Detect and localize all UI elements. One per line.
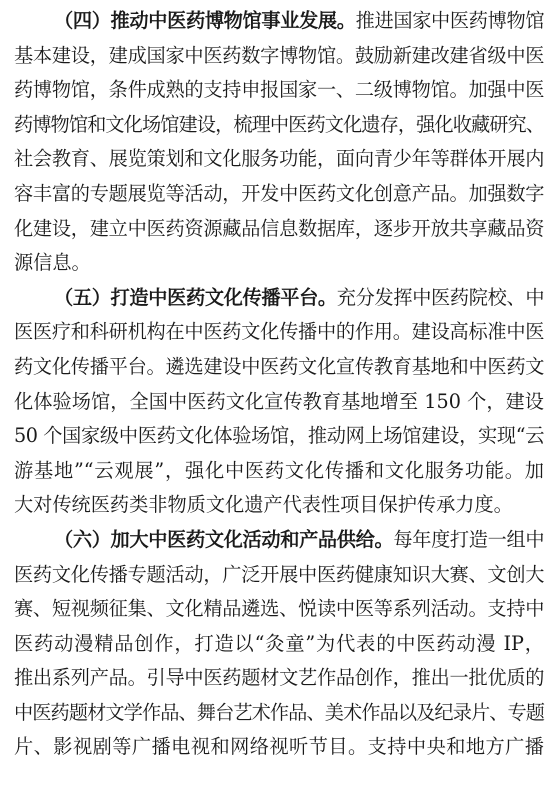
paragraph-line: 基本建设，建成国家中医药数字博物馆。鼓励新建改建省级中医	[14, 43, 545, 67]
paragraph-line: 医药文化传播专题活动，广泛开展中医药健康知识大赛、文创大	[14, 562, 545, 586]
paragraph-line: 医医疗和科研机构在中医药文化传播中的作用。建设高标准中医	[14, 320, 545, 344]
paragraph-line: 赛、短视频征集、文化精品遴选、悦读中医等系列活动。支持中	[14, 597, 545, 621]
paragraph-line	[14, 281, 544, 316]
paragraph-line: 化建设，建立中医药资源藏品信息数据库，逐步开放共享藏品资	[14, 216, 545, 240]
paragraph-line: 中医药题材文学作品、舞台艺术作品、美术作品以及纪录片、专题	[14, 700, 544, 724]
paragraph-line: 容丰富的专题展览等活动，开发中医药文化创意产品。加强数字	[14, 181, 545, 205]
paragraph-line: 社会教育、展览策划和文化服务功能，面向青少年等群体开展内	[14, 147, 545, 171]
paragraph-text: 充分发挥中医药院校、中	[336, 285, 545, 309]
paragraph-line: 医药动漫精品创作，打造以“灸童”为代表的中医药动漫 IP，	[14, 631, 544, 655]
paragraph-text: 每年度打造一组中	[393, 527, 545, 551]
section-heading: （五）打造中医药文化传播平台。	[54, 285, 337, 309]
section-6	[14, 523, 544, 765]
section-5	[14, 281, 544, 523]
paragraph-line: 化体验场馆，全国中医药文化宣传教育基地增至 150 个，建设	[14, 389, 544, 413]
section-heading: （六）加大中医药文化活动和产品供给。	[54, 527, 394, 551]
paragraph-line: 推出系列产品。引导中医药题材文艺作品创作，推出一批优质的	[14, 666, 545, 690]
paragraph-line: 药博物馆，条件成熟的支持申报国家一、二级博物馆。加强中医	[14, 78, 545, 102]
paragraph-line: 药文化传播平台。遴选建设中医药文化宣传教育基地和中医药文	[14, 354, 545, 378]
paragraph-line: 大对传统医药类非物质文化遗产代表性项目保护传承力度。	[14, 493, 513, 517]
paragraph-line: 源信息。	[14, 251, 91, 275]
paragraph-line	[14, 523, 544, 558]
paragraph-text: 推进国家中医药博物馆	[355, 9, 545, 32]
document-page	[14, 4, 544, 765]
paragraph-line: 游基地”“云观展”，强化中医药文化传播和文化服务功能。加	[14, 458, 544, 482]
section-4	[14, 4, 544, 281]
paragraph-line	[14, 4, 544, 39]
section-heading: （四）推动中医药博物馆事业发展。	[54, 9, 356, 32]
paragraph-line: 片、影视剧等广播电视和网络视听节目。支持中央和地方广播	[14, 735, 544, 759]
paragraph-line: 50 个国家级中医药文化体验场馆，推动网上场馆建设，实现“云	[14, 424, 544, 448]
paragraph-line: 药博物馆和文化场馆建设，梳理中医药文化遗存，强化收藏研究、	[14, 112, 544, 136]
